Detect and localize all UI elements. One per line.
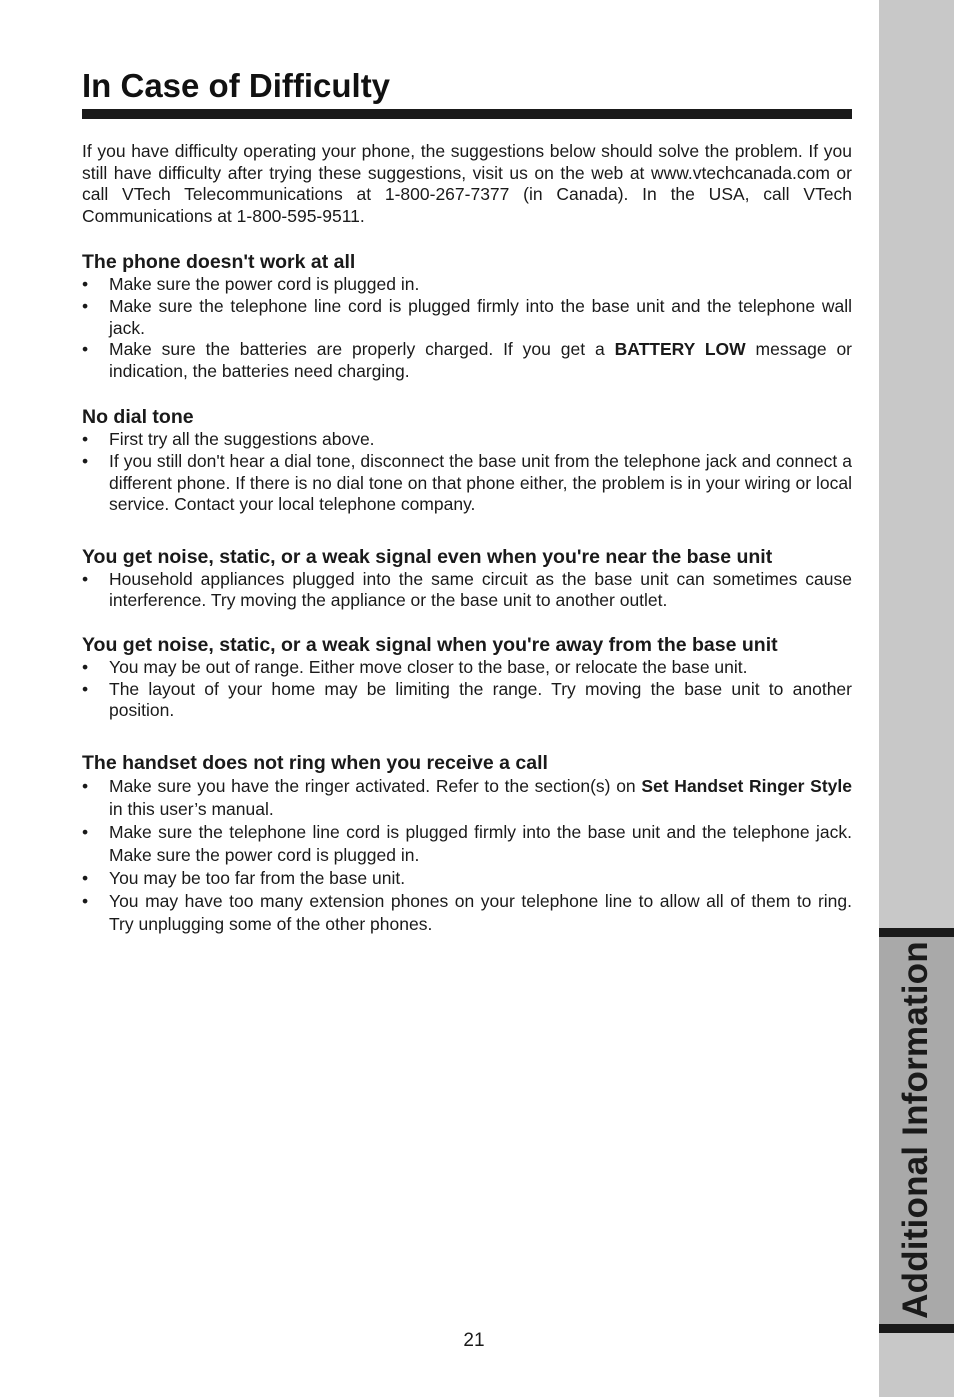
list-item: • If you still don't hear a dial tone, disconnect the base unit from the telephone jack and connect a different phone. If there is no dial tone on that phone either, the problem is in your wiring or local service. Contact your local telephone company. bbox=[82, 451, 852, 516]
page-number: 21 bbox=[463, 1330, 485, 1351]
bullet-list bbox=[82, 569, 852, 612]
side-tab-label: Additional Information bbox=[896, 941, 935, 1319]
section-noise-away-from-base bbox=[82, 634, 852, 722]
list-item: • Make sure the power cord is plugged in. bbox=[82, 274, 852, 296]
section-heading: The phone doesn't work at all bbox=[82, 251, 356, 274]
section-phone-not-working bbox=[82, 251, 852, 382]
list-item: • The layout of your home may be limiting the range. Try moving the base unit to another position. bbox=[82, 679, 852, 722]
list-item: • You may have too many extension phones on your telephone line to allow all of them to ring. Try unplugging some of the other phones. bbox=[82, 890, 852, 936]
section-heading: You get noise, static, or a weak signal even when you're near the base unit bbox=[82, 545, 773, 568]
list-item: • Make sure the telephone line cord is plugged firmly into the base unit and the telephone wall jack. bbox=[82, 296, 852, 339]
bullet-list bbox=[82, 429, 852, 515]
list-item: • First try all the suggestions above. bbox=[82, 429, 852, 451]
intro-paragraph: If you have difficulty operating your phone, the suggestions below should solve the problem. If you still have difficulty after trying these suggestions, visit us on the web at www.vtechcanada.com or call VTech Telecommunications at 1-800-267-7377 (in Canada). In the USA, call VTech Communications at 1-800-595-9511. bbox=[82, 141, 852, 226]
bullet-list bbox=[82, 274, 852, 382]
list-item: • You may be out of range. Either move closer to the base, or relocate the base unit. bbox=[82, 657, 852, 679]
list-item: • You may be too far from the base unit. bbox=[82, 867, 852, 890]
section-heading: The handset does not ring when you receive a call bbox=[82, 751, 548, 774]
section-handset-no-ring bbox=[82, 752, 852, 936]
section-heading: You get noise, static, or a weak signal when you're away from the base unit bbox=[82, 633, 778, 656]
battery-low-label: BATTERY LOW bbox=[614, 339, 746, 360]
section-heading: No dial tone bbox=[82, 406, 194, 429]
section-noise-near-base bbox=[82, 546, 852, 612]
page-content bbox=[82, 66, 852, 936]
list-item: • Make sure the batteries are properly charged. If you get a BATTERY LOW message or indication, the batteries need charging. bbox=[82, 339, 852, 382]
section-no-dial-tone bbox=[82, 406, 852, 515]
bullet-list bbox=[82, 775, 852, 936]
title-rule bbox=[82, 109, 852, 119]
bullet-list bbox=[82, 657, 852, 722]
list-item: • Make sure the telephone line cord is plugged firmly into the base unit and the telephone jack. Make sure the power cord is plugged in. bbox=[82, 821, 852, 867]
list-item: • Make sure you have the ringer activated. Refer to the section(s) on Set Handset Ringer Style in this user’s manual. bbox=[82, 775, 852, 821]
list-item: • Household appliances plugged into the same circuit as the base unit can sometimes cause interference. Try moving the appliance or the base unit to another outlet. bbox=[82, 569, 852, 612]
ringer-style-reference: Set Handset Ringer Style bbox=[641, 775, 852, 796]
page-title: In Case of Difficulty bbox=[82, 67, 391, 104]
